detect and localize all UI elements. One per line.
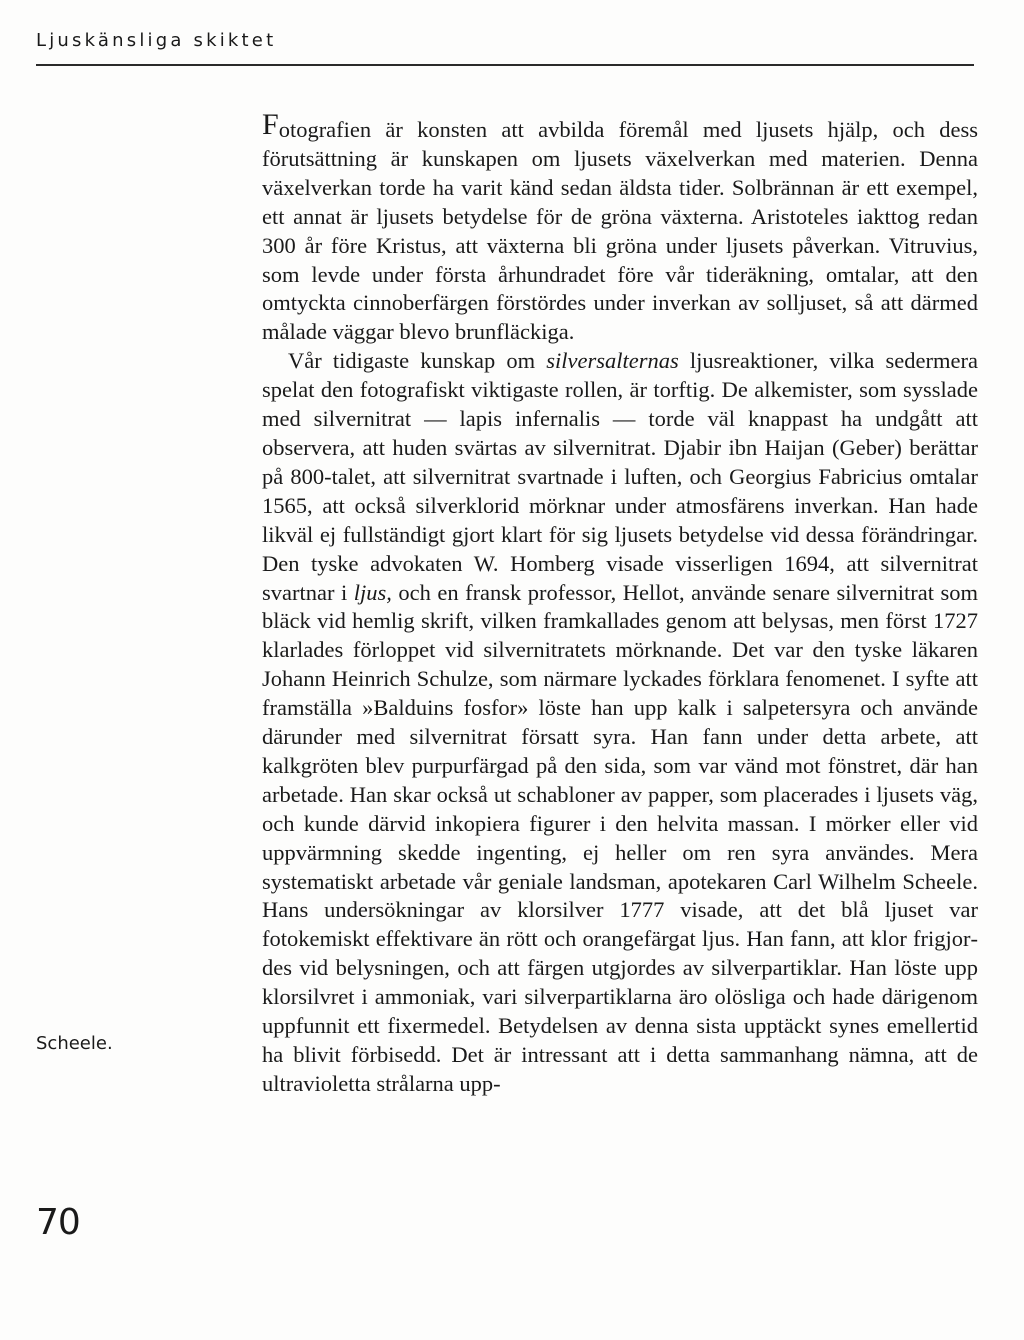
paragraph-1-text: otografien är konsten att avbilda föremål med ljusets hjälp, och dess förutsättning är kunskapen om ljusets växelverkan med materien. Denna växelverkan torde ha varit känd sedan äldsta tider. Solbrännan är ett exempel, ett annat är ljusets betydelse för de gröna växterna. Aristoteles iakttog redan 300 år före Kristus, att växterna bli gröna under ljusets påverkan. Vitruvius, som levde under första århundradet före vår tideräkning, omtalar, att den omtyckta cinnoberfärgen förstördes under inverkan av solljuset, så att därmed målade väggar blevo brunfläckiga. [262,117,978,345]
paragraph-1 [262,108,978,347]
paragraph-2-text-b: ljusreaktioner, vilka sedermera spelat den fotografiskt viktigaste rollen, är torftig. De alkemister, som sysslade med silvernitrat — lapis infernalis — torde väl knappast ha undgått att observera, att huden svärtas av silvernitrat. Djabir ibn Haijan (Geber) berättar på 800-talet, att silvernitrat svartnade i luften, och Georgius Fabricius omtalar 1565, att också silverklorid mörknar under atmosfärens inverkan. Han hade likväl ej fullständigt gjort klart för sig ljusets betydelse vid dessa förändringar. Den tyske advokaten W. Homberg visade visserligen 1694, att silvernitrat svartnar i [262,348,978,605]
initial-letter: F [262,108,279,141]
page-number: 70 [36,1202,80,1243]
italic-term-ljus: ljus, [353,579,392,605]
italic-term-silversalternas: silversalternas [546,348,679,374]
paragraph-2-text-a: Vår tidigaste kunskap om [288,348,547,374]
paragraph-2 [262,347,978,1099]
margin-note: Scheele. [36,1033,113,1054]
body-text [262,108,978,1099]
header-rule [36,64,974,66]
paragraph-2-text-c: och en fransk professor, Hellot, använde senare silvernitrat som bläck vid hemlig skrift, vilken framkallades genom att belysas, men först 1727 klarlades förloppet vid silvernitratets mörknande. Det var den tyske läkaren Johann Heinrich Schulze, som närmare lyckades förklara fenomenet. I syfte att framställa »Balduins fosfor» löste han upp kalk i salpetersyra och använde därunder med silvernitrat försatt syra. Han fann under detta arbete, att kalkgröten blev purpurfärgad på den sida, som var vänd mot fönstret, där han arbetade. Han skar också ut schabloner av papper, som placerades i ljusets väg, och kunde därvid inkopiera figurer i den helvita massan. I mörker eller vid uppvärmning skedde ingenting, ej heller om ren syra användes. Mera systematiskt arbetade vår geniale landsman, apotekaren Carl Wilhelm Scheele. Hans undersökningar av klorsilver 1777 visade, att det blå ljuset var fotokemiskt effektivare än rött och orangefärgat ljus. Han fann, att klor frigjordes vid belysningen, och att färgen utgjordes av silverpartiklar. Han löste upp klorsilvret i ammoniak, vari silverpartiklarna äro olösliga och hade därigenom uppfunnit ett fixermedel. Betydelsen av denna sista upptäckt synes emellertid ha blivit förbisedd. Det är intressant att i detta sammanhang nämna, att de ultravioletta strålarna upp- [262,579,978,1096]
running-head: Ljuskänsliga skiktet [36,30,277,51]
